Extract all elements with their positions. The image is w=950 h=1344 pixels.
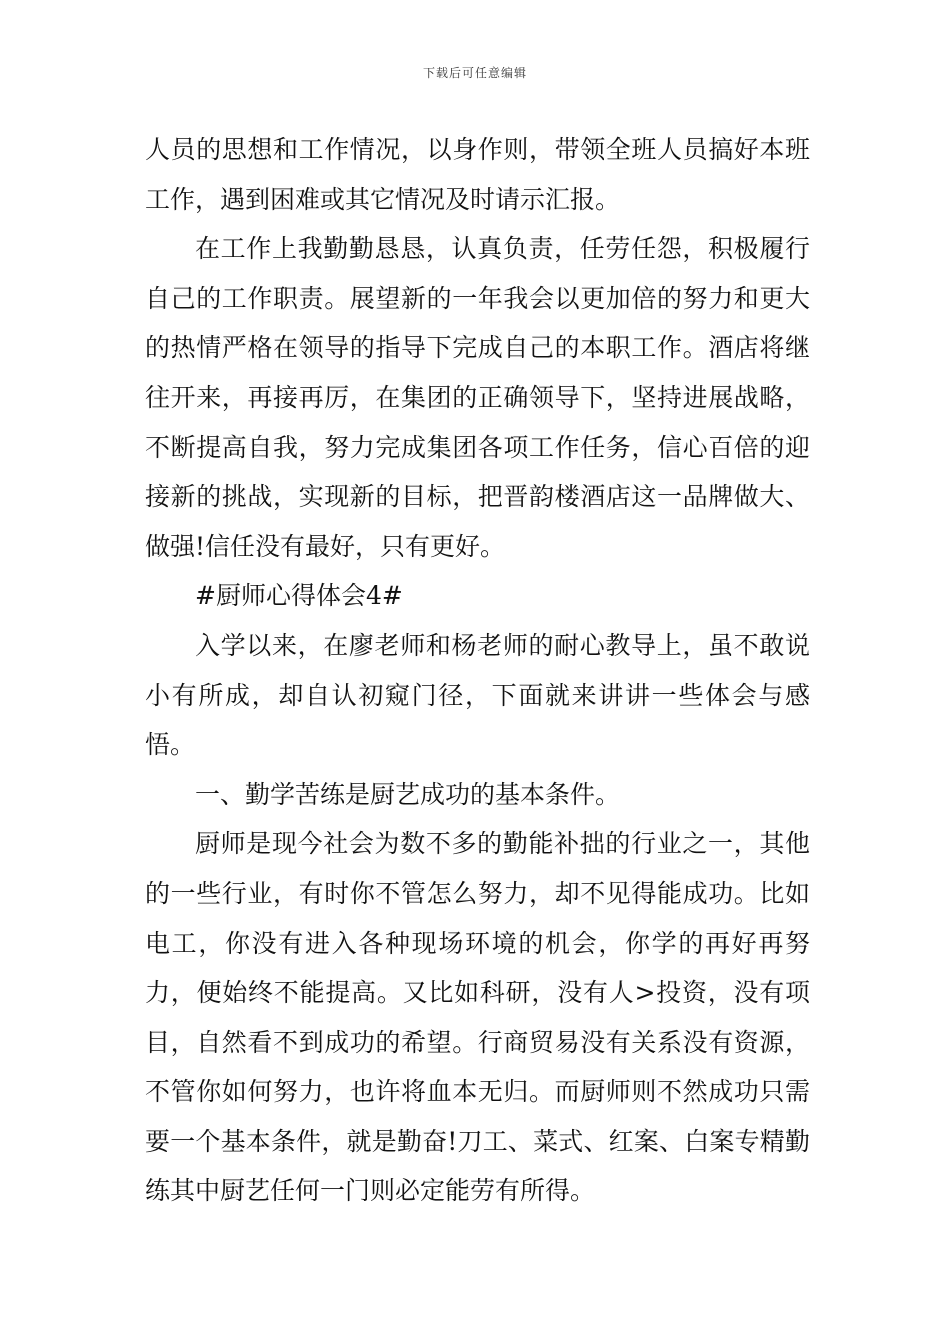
paragraph-2: 在工作上我勤勤恳恳，认真负责，任劳任怨，积极履行自己的工作职责。展望新的一年我会以更加倍的努力和更大的热情严格在领导的指导下完成自己的本职工作。酒店将继往开来，再接再厉，在集团的正确领导下，坚持进展战略，不断提高自我，努力完成集团各项工作任务，信心百倍的迎接新的挑战，实现新的目标，把晋韵楼酒店这一品牌做大、做强!信任没有最好，只有更好。 bbox=[145, 234, 810, 561]
subheading-1: 一、勤学苦练是厨艺成功的基本条件。 bbox=[195, 779, 621, 809]
page-header-note: 下载后可任意编辑 bbox=[422, 66, 527, 80]
paragraph-4: 厨师是现今社会为数不多的勤能补拙的行业之一，其他的一些行业，有时你不管怎么努力，却不见得能成功。比如电工，你没有进入各种现场环境的机会，你学的再好再努力，便始终不能提高。又比如科研，没有人>投资，没有项目，自然看不到成功的希望。行商贸易没有关系没有资源，不管你如何努力，也许将血本无归。而厨师则不然成功只需要一个基本条件，就是勤奋!刀工、菜式、红案、白案专精勤练其中厨艺任何一门则必定能劳有所得。 bbox=[145, 829, 810, 1206]
document-body bbox=[145, 125, 810, 1216]
paragraph-1: 人员的思想和工作情况，以身作则，带领全班人员搞好本班工作，遇到困难或其它情况及时请示汇报。 bbox=[145, 135, 810, 214]
paragraph-3: 入学以来，在廖老师和杨老师的耐心教导上，虽不敢说小有所成，却自认初窥门径，下面就来讲讲一些体会与感悟。 bbox=[145, 630, 810, 760]
section-heading-4: #厨师心得体会4# bbox=[195, 581, 403, 611]
